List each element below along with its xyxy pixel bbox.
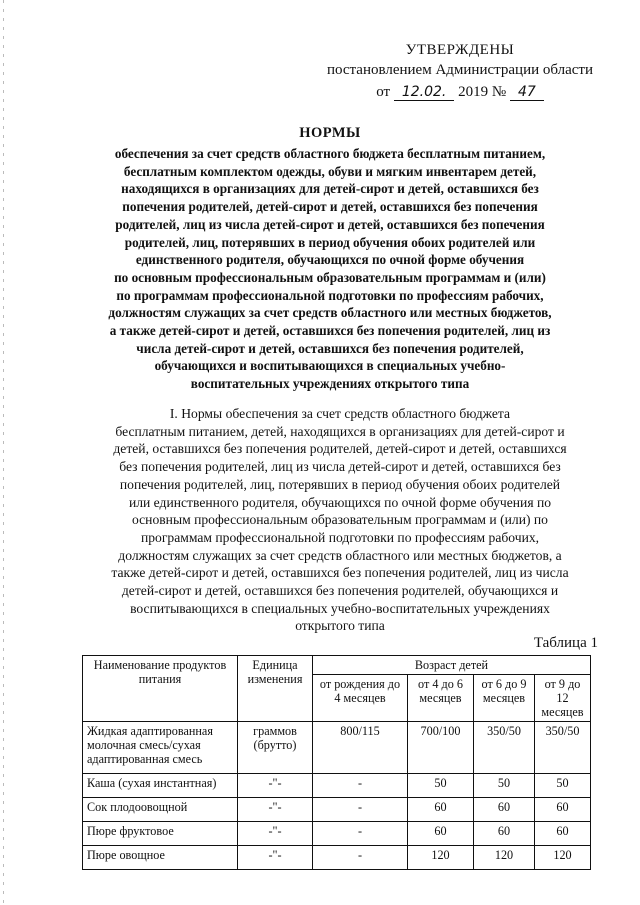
section-line: или единственного родителя, обучающихся по очной форме обучения по xyxy=(128,494,552,510)
document-title: НОРМЫ xyxy=(299,125,361,141)
product-value: 60 xyxy=(535,822,591,846)
subtitle-line: родителей, лиц, потерявших в период обучения обоих родителей или xyxy=(124,234,536,250)
product-value: 800/115 xyxy=(313,722,408,774)
section-line: детей, оставшихся без попечения родителей, детей-сирот и детей, оставшихся xyxy=(113,441,567,457)
header-age-9-12: от 9 до 12 месяцев xyxy=(535,675,591,722)
product-value: 60 xyxy=(408,798,474,822)
product-name: Жидкая адаптированная молочная смесь/сухая адаптированная смесь xyxy=(83,722,238,774)
product-value: 60 xyxy=(474,798,535,822)
product-value: 60 xyxy=(535,798,591,822)
table-row xyxy=(83,798,591,822)
product-value: - xyxy=(313,774,408,798)
product-value: 120 xyxy=(535,846,591,870)
table-header-row xyxy=(83,656,591,675)
header-product-name: Наименование продуктов питания xyxy=(83,656,238,722)
subtitle-line: по программам профессиональной подготовки по профессиям рабочих, xyxy=(116,287,544,303)
product-name: Пюре овощное xyxy=(83,846,238,870)
section-line: воспитывающихся в специальных учебно-воспитательных учреждениях xyxy=(130,600,550,616)
header-age-0-4: от рождения до 4 месяцев xyxy=(313,675,408,722)
product-value: 350/50 xyxy=(535,722,591,774)
product-value: 120 xyxy=(474,846,535,870)
product-unit: -"- xyxy=(238,798,313,822)
section-line: основным профессиональным образовательным программам и (или) по xyxy=(132,512,548,528)
table-label: Таблица 1 xyxy=(533,635,598,651)
section-line: программам профессиональной подготовки по профессиям рабочих, xyxy=(140,529,540,545)
subtitle-line: единственного родителя, обучающихся по очной форме обучения xyxy=(135,252,525,268)
table-row xyxy=(83,822,591,846)
section-line: без попечения родителей, лиц из числа детей-сирот и детей, оставшихся без xyxy=(119,459,561,475)
subtitle-line: воспитательных учреждениях открытого типа xyxy=(190,376,470,392)
subtitle-line: бесплатным комплектом одежды, обуви и мягким инвентарем детей, xyxy=(123,163,537,179)
subtitle-line: родителей, лиц из числа детей-сирот и детей, оставшихся без попечения xyxy=(115,216,545,232)
product-name: Каша (сухая инстантная) xyxy=(83,774,238,798)
section-line: также детей-сирот и детей, оставшихся без попечения родителей, лиц из числа xyxy=(111,565,569,581)
product-unit: -"- xyxy=(238,822,313,846)
approval-date xyxy=(300,82,620,102)
product-value: 60 xyxy=(474,822,535,846)
approval-line: постановлением Администрации области xyxy=(326,62,594,78)
section-line: I. Нормы обеспечения за счет средств областного бюджета xyxy=(169,406,511,421)
subtitle-line: обучающихся и воспитывающихся в специальных учебно- xyxy=(154,358,506,374)
product-unit: -"- xyxy=(238,774,313,798)
header-age-6-9: от 6 до 9 месяцев xyxy=(474,675,535,722)
nutrition-norms-table xyxy=(82,655,591,870)
product-value: 50 xyxy=(408,774,474,798)
subtitle-line: числа детей-сирот и детей, оставшихся без попечения родителей, xyxy=(136,340,524,356)
product-name: Сок плодоовощной xyxy=(83,798,238,822)
scan-edge xyxy=(3,0,4,905)
approval-block xyxy=(300,40,620,102)
product-unit: -"- xyxy=(238,846,313,870)
product-unit: граммов (брутто) xyxy=(238,722,313,774)
product-value: 700/100 xyxy=(408,722,474,774)
product-value: - xyxy=(313,846,408,870)
table-row xyxy=(83,722,591,774)
product-value: 60 xyxy=(408,822,474,846)
section-line: должностям служащих за счет средств областного или местных бюджетов, а xyxy=(118,547,562,563)
approval-title: УТВЕРЖДЕНЫ xyxy=(405,42,515,58)
product-value: 50 xyxy=(474,774,535,798)
section-line: открытого типа xyxy=(295,618,385,634)
handwritten-date: 12.02. xyxy=(394,84,455,101)
header-age-group: Возраст детей xyxy=(313,656,591,675)
product-value: - xyxy=(313,822,408,846)
subtitle-line: а также детей-сирот и детей, оставшихся без попечения родителей, лиц из xyxy=(109,323,551,339)
document-subtitle xyxy=(75,145,585,393)
header-unit: Единица изменения xyxy=(238,656,313,722)
section-line: детей-сирот и детей, оставшихся без попечения родителей, обучающихся и xyxy=(121,583,559,599)
header-age-4-6: от 4 до 6 месяцев xyxy=(408,675,474,722)
handwritten-number: 47 xyxy=(510,84,544,101)
subtitle-line: находящихся в организациях для детей-сирот и детей, оставшихся без xyxy=(121,181,539,197)
section-heading xyxy=(80,405,600,635)
product-value: 120 xyxy=(408,846,474,870)
subtitle-line: попечения родителей, детей-сирот и детей, оставшихся без попечения xyxy=(122,199,538,215)
subtitle-line: обеспечения за счет средств областного бюджета бесплатным питанием, xyxy=(114,146,546,161)
subtitle-line: должностям служащих за счет средств областного или местных бюджетов, xyxy=(108,305,552,321)
section-line: попечения родителей, лиц, потерявших в период обучения обоих родителей xyxy=(119,476,561,492)
product-value: 50 xyxy=(535,774,591,798)
table-row xyxy=(83,774,591,798)
table-row xyxy=(83,846,591,870)
product-value: - xyxy=(313,798,408,822)
product-name: Пюре фруктовое xyxy=(83,822,238,846)
year-text: 2019 № xyxy=(458,84,507,100)
subtitle-line: по основным профессиональным образовательным программам и (или) xyxy=(114,269,546,285)
product-value: 350/50 xyxy=(474,722,535,774)
section-line: бесплатным питанием, детей, находящихся в организациях для детей-сирот и xyxy=(115,423,565,439)
date-prefix: от xyxy=(376,84,391,100)
